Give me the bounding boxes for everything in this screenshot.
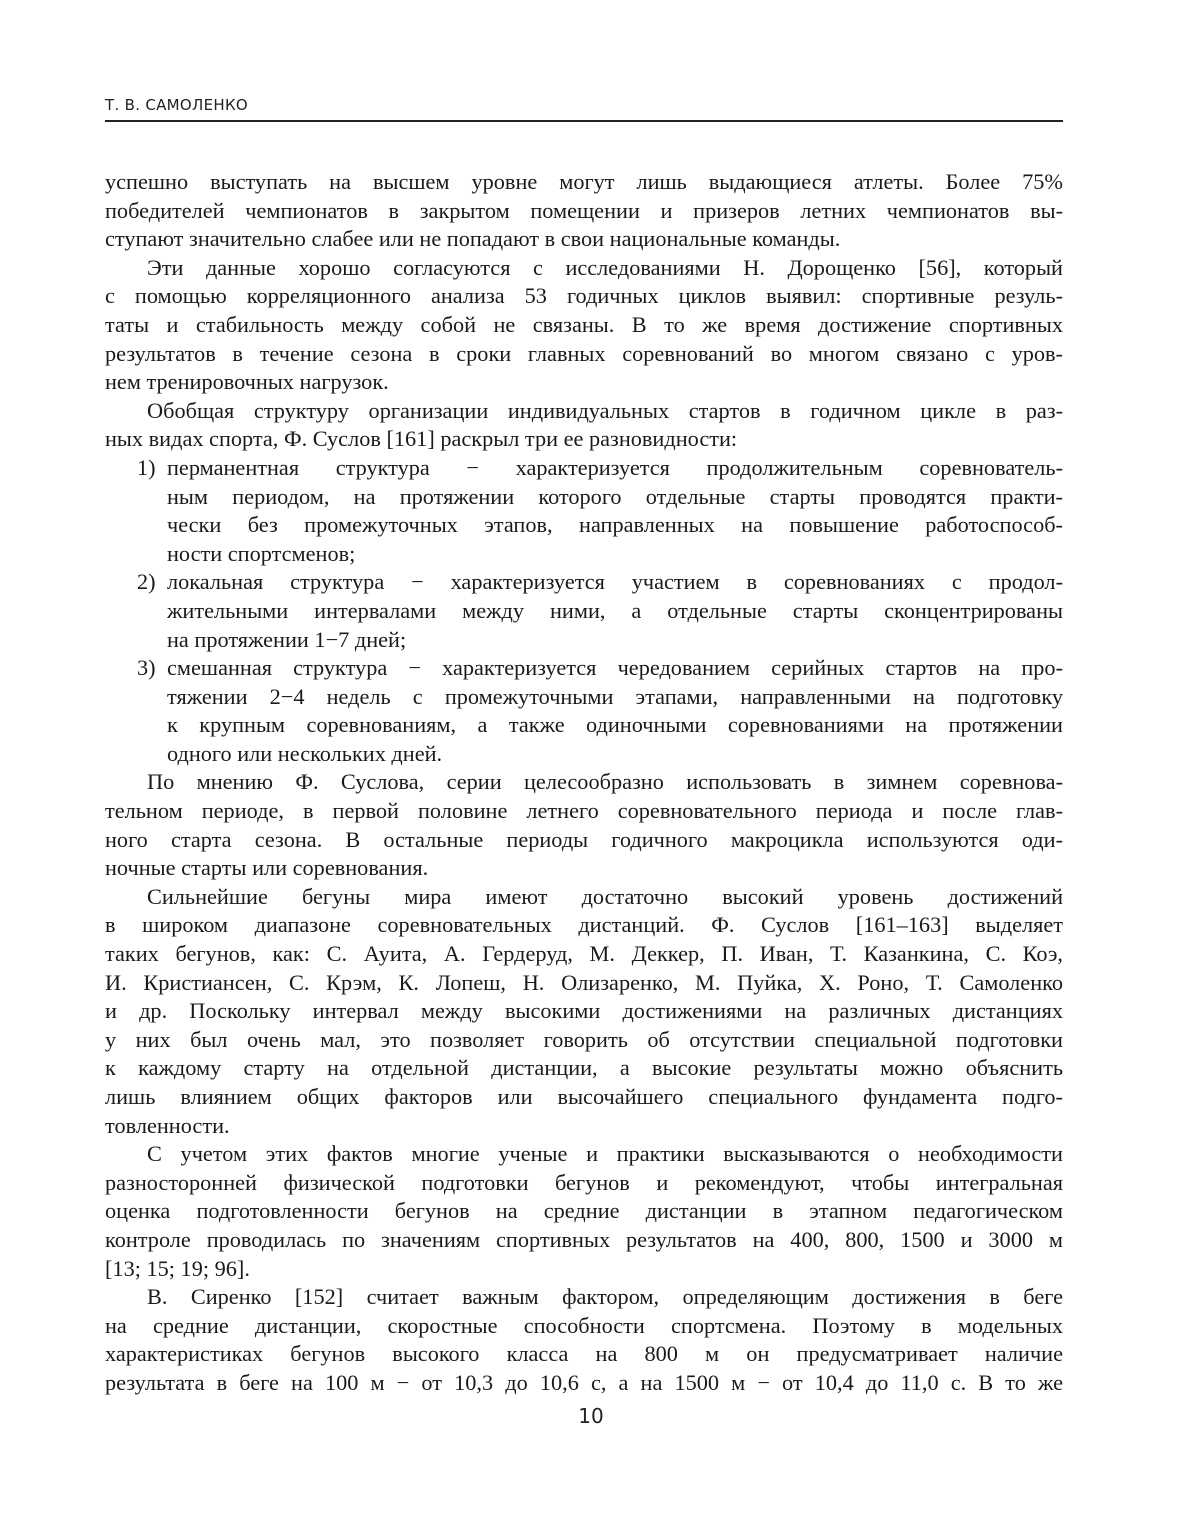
text-line: смешанная структура − характеризуется чередованием серийных стартов на про- xyxy=(167,655,1063,681)
text-line: на средние дистанции, скоростные способности спортсмена. Поэтому в модельных xyxy=(105,1312,1063,1338)
header-rule xyxy=(105,120,1063,122)
text-line: с помощью корреляционного анализа 53 годичных циклов выявил: спортивные резуль- xyxy=(105,283,1063,309)
text-line: [13; 15; 19; 96]. xyxy=(105,1255,250,1281)
text-line: результатов в течение сезона в сроки главных соревнований во многом связано с уров- xyxy=(105,340,1063,366)
list-item xyxy=(105,454,1063,568)
text-line: перманентная структура − характеризуется продолжительным соревнователь- xyxy=(167,454,1063,480)
text-line: и др. Поскольку интервал между высокими достижениями на различных дистанциях xyxy=(105,998,1063,1024)
text-line: оценка подготовленности бегунов на средние дистанции в этапном педагогическом xyxy=(105,1198,1063,1224)
page-number: 10 xyxy=(578,1404,604,1428)
paragraph xyxy=(105,1283,1063,1397)
text-line: таты и стабильность между собой не связаны. В то же время достижение спортивных xyxy=(105,311,1063,337)
text-line: ночные старты или соревнования. xyxy=(105,855,429,881)
text-line: В. Сиренко [152] считает важным фактором, определяющим достижения в беге xyxy=(147,1284,1063,1310)
text-line: к каждому старту на отдельной дистанции, а высокие результаты можно объяснить xyxy=(105,1055,1063,1081)
text-line: И. Кристиансен, С. Крэм, К. Лопеш, Н. Олизаренко, М. Пуйка, Х. Роно, Т. Самоленко xyxy=(105,969,1063,995)
text-line: Эти данные хорошо согласуются с исследованиями Н. Дорощенко [56], который xyxy=(147,254,1063,280)
text-line: ных видах спорта, Ф. Суслов [161] раскрыл три ее разновидности: xyxy=(105,426,738,452)
text-line: победителей чемпионатов в закрытом помещении и призеров летних чемпионатов вы- xyxy=(105,197,1063,223)
text-line: Обобщая структуру организации индивидуальных стартов в годичном цикле в раз- xyxy=(147,397,1063,423)
text-line: товленности. xyxy=(105,1112,230,1138)
text-line: ности спортсменов; xyxy=(167,540,356,566)
list-marker: 2) xyxy=(137,569,156,595)
text-line: нем тренировочных нагрузок. xyxy=(105,369,389,395)
text-line: локальная структура − характеризуется участием в соревнованиях с продол- xyxy=(167,569,1063,595)
body-text xyxy=(105,168,1063,1398)
text-line: Сильнейшие бегуны мира имеют достаточно высокий уровень достижений xyxy=(147,883,1063,909)
text-line: результата в беге на 100 м − от 10,3 до 10,6 с, а на 1500 м − от 10,4 до 11,0 с. В то же xyxy=(105,1369,1063,1395)
text-line: таких бегунов, как: С. Ауита, А. Гердеруд, М. Деккер, П. Иван, Т. Казанкина, С. Коэ, xyxy=(105,941,1063,967)
text-line: у них был очень мал, это позволяет говорить об отсутствии специальной подготовки xyxy=(105,1026,1063,1052)
list-marker: 3) xyxy=(137,655,156,681)
text-line: одного или нескольких дней. xyxy=(167,740,443,766)
text-line: разносторонней физической подготовки бегунов и рекомендуют, чтобы интегральная xyxy=(105,1169,1063,1195)
list-item xyxy=(105,654,1063,768)
paragraph xyxy=(105,1140,1063,1283)
paragraph xyxy=(105,168,1063,254)
text-line: ным периодом, на протяжении которого отдельные старты проводятся практи- xyxy=(167,483,1063,509)
text-line: успешно выступать на высшем уровне могут лишь выдающиеся атлеты. Более 75% xyxy=(105,169,1063,194)
text-line: ного старта сезона. В остальные периоды годичного макроцикла используются оди- xyxy=(105,826,1063,852)
text-line: С учетом этих фактов многие ученые и практики высказываются о необходимости xyxy=(147,1141,1063,1167)
text-line: к крупным соревнованиям, а также одиночными соревнованиями на протяжении xyxy=(167,712,1063,738)
paragraph xyxy=(105,768,1063,882)
text-line: лишь влиянием общих факторов или высочайшего специального фундамента подго- xyxy=(105,1084,1063,1109)
running-head: Т. В. САМОЛЕНКО xyxy=(105,96,249,114)
text-line: тельном периоде, в первой половине летнего соревновательного периода и после глав- xyxy=(105,798,1063,824)
text-line: на протяжении 1−7 дней; xyxy=(167,626,407,652)
text-line: чески без промежуточных этапов, направленных на повышение работоспособ- xyxy=(167,512,1063,538)
text-line: контроле проводилась по значениям спортивных результатов на 400, 800, 1500 и 3000 м xyxy=(105,1226,1063,1252)
list-marker: 1) xyxy=(137,454,156,480)
text-line: в широком диапазоне соревновательных дистанций. Ф. Суслов [161–163] выделяет xyxy=(105,912,1063,938)
paragraph xyxy=(105,254,1063,397)
paragraph xyxy=(105,397,1063,454)
list-item xyxy=(105,568,1063,654)
text-line: ступают значительно слабее или не попадают в свои национальные команды. xyxy=(105,226,841,252)
paragraph xyxy=(105,883,1063,1140)
text-line: тяжении 2−4 недель с промежуточными этапами, направленными на подготовку xyxy=(167,683,1063,709)
text-line: жительными интервалами между ними, а отдельные старты сконцентрированы xyxy=(167,597,1063,623)
text-line: характеристиках бегунов высокого класса на 800 м он предусматривает наличие xyxy=(105,1341,1063,1367)
text-line: По мнению Ф. Суслова, серии целесообразно использовать в зимнем соревнова- xyxy=(147,769,1063,795)
